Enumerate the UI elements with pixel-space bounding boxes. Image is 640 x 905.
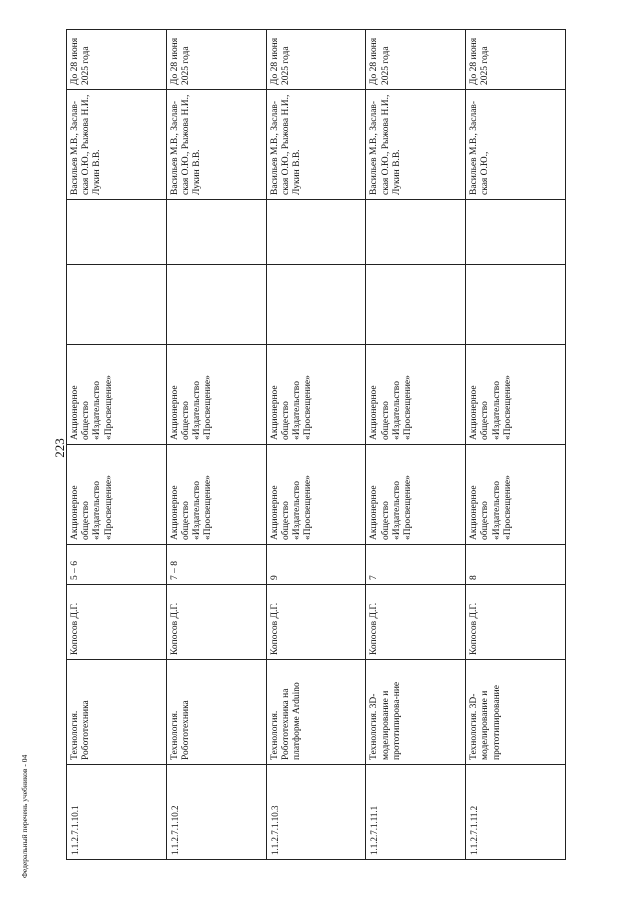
cell-grade: 9 [266, 545, 366, 585]
table-row [266, 30, 366, 860]
cell-empty [366, 200, 466, 265]
page-footer: Федеральный перечень учебников - 04 [20, 754, 29, 878]
cell-deadline: До 28 июня 2025 года [67, 30, 167, 90]
cell-producer: Акционерное общество «Издательство «Просвещение» [67, 345, 167, 445]
rotated-table-wrapper [66, 30, 566, 860]
cell-empty [166, 265, 266, 345]
cell-empty [266, 265, 366, 345]
cell-producer: Акционерное общество «Издательство «Просвещение» [266, 345, 366, 445]
cell-grade: 7 [366, 545, 466, 585]
cell-code: 1.1.2.7.1.10.2 [166, 765, 266, 860]
table-row [366, 30, 466, 860]
table-row [67, 30, 167, 860]
cell-empty [67, 200, 167, 265]
cell-publisher: Акционерное общество «Издательство «Просвещение» [466, 445, 566, 545]
cell-experts: Васильев М.В., Заслав-ская О.Ю., Рыжова Н.И., Лукин В.В. [266, 90, 366, 200]
cell-empty [266, 200, 366, 265]
cell-producer: Акционерное общество «Издательство «Просвещение» [466, 345, 566, 445]
cell-experts: Васильев М.В., Заслав-ская О.Ю., Рыжова Н.И., Лукин В.В. [366, 90, 466, 200]
cell-title: Технология. Робототехника на платформе Arduino [266, 660, 366, 765]
cell-author: Копосов Д.Г. [266, 585, 366, 660]
cell-empty [166, 200, 266, 265]
cell-deadline: До 28 июня 2025 года [166, 30, 266, 90]
cell-empty [466, 200, 566, 265]
cell-grade: 5 – 6 [67, 545, 167, 585]
cell-experts: Васильев М.В., Заслав-ская О.Ю., Рыжова Н.И., Лукин В.В. [67, 90, 167, 200]
table-row [466, 30, 566, 860]
cell-deadline: До 28 июня 2025 года [466, 30, 566, 90]
cell-publisher: Акционерное общество «Издательство «Просвещение» [266, 445, 366, 545]
cell-grade: 7 – 8 [166, 545, 266, 585]
cell-title: Технология. Робототехника [67, 660, 167, 765]
cell-empty [366, 265, 466, 345]
cell-grade: 8 [466, 545, 566, 585]
cell-code: 1.1.2.7.1.11.1 [366, 765, 466, 860]
cell-publisher: Акционерное общество «Издательство «Просвещение» [67, 445, 167, 545]
cell-deadline: До 28 июня 2025 года [266, 30, 366, 90]
cell-empty [466, 265, 566, 345]
cell-publisher: Акционерное общество «Издательство «Просвещение» [366, 445, 466, 545]
cell-title: Технология. 3D-моделирование и прототипирова-ние [366, 660, 466, 765]
cell-deadline: До 28 июня 2025 года [366, 30, 466, 90]
cell-code: 1.1.2.7.1.11.2 [466, 765, 566, 860]
cell-title: Технология. Робототехника [166, 660, 266, 765]
cell-producer: Акционерное общество «Издательство «Просвещение» [166, 345, 266, 445]
cell-experts: Васильев М.В., Заслав-ская О.Ю., [466, 90, 566, 200]
cell-experts: Васильев М.В., Заслав-ская О.Ю., Рыжова Н.И., Лукин В.В. [166, 90, 266, 200]
cell-publisher: Акционерное общество «Издательство «Просвещение» [166, 445, 266, 545]
cell-code: 1.1.2.7.1.10.3 [266, 765, 366, 860]
textbook-table [66, 29, 566, 860]
page-number: 223 [52, 438, 67, 458]
cell-title: Технология. 3D-моделирование и прототипирование [466, 660, 566, 765]
cell-code: 1.1.2.7.1.10.1 [67, 765, 167, 860]
cell-producer: Акционерное общество «Издательство «Просвещение» [366, 345, 466, 445]
cell-empty [67, 265, 167, 345]
cell-author: Копосов Д.Г. [366, 585, 466, 660]
cell-author: Копосов Д.Г. [466, 585, 566, 660]
table-row [166, 30, 266, 860]
cell-author: Копосов Д.Г. [166, 585, 266, 660]
cell-author: Копосов Д.Г. [67, 585, 167, 660]
